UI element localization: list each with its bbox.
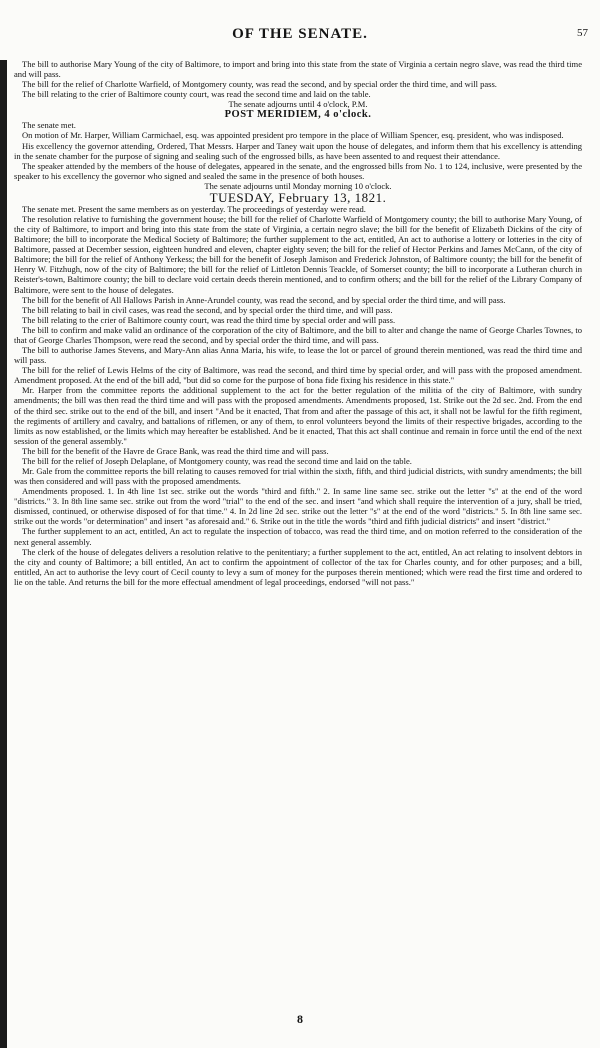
signature-mark: 8 [297, 1012, 303, 1026]
binding-edge [0, 60, 7, 1048]
paragraph: The bill for the relief of Lewis Helms of the city of Baltimore, was read the second, and third time by special order, and will pass with the proposed amendment. Amendment proposed. At the end of the bill add, "but did so come for the purpose of bona fide fixing his residence in this state." [14, 365, 582, 386]
paragraph: Amendments proposed. 1. In 4th line 1st sec. strike out the words "third and fifth." 2. In same line same sec. strike out the letter "s" at the end of the word "districts." 3. In 8th line same sec. strike out from the word "trial" to the end of the sec. and insert "and which shall require the intervention of a jury, shall be tried, dismissed, continued, or otherwise disposed of for that time." 4. In 2d line 2d sec. strike out the letter "s" at the end of the word "districts." 5. In 8th line same sec. strike out the words "or determination" and insert "as aforesaid and." 6. Strike out in the title the words "third and fifth judicial districts" and insert "district." [14, 486, 582, 527]
afternoon-proceedings [14, 120, 582, 180]
page-header [0, 26, 600, 48]
paragraph: The senate met. Present the same members as on yesterday. The proceedings of yesterday were read. [22, 203, 366, 214]
paragraph: The bill to authorise Mary Young of the city of Baltimore, to import and bring into this state from the state of Virginia a certain negro slave, was read the third time and will pass. [14, 59, 582, 80]
paragraph: The bill to confirm and make valid an ordinance of the corporation of the city of Baltimore, and the bill to alter and change the name of George Charles Townes, to that of George Charles Thompson, were read the second, and by special order the third time, and will pass. [14, 324, 582, 345]
adjournment-notice: The senate adjourns until Monday morning 10 o'clock. [204, 180, 392, 191]
paragraph: The bill for the benefit of All Hallows Parish in Anne-Arundel county, was read the second, and by special order the third time, and will pass. [22, 294, 506, 305]
date-heading: TUESDAY, February 13, 1821. [209, 189, 387, 205]
paragraph: The bill for the relief of Charlotte Warfield, of Montgomery county, was read the second, and by special order the third time, and will pass. [22, 79, 497, 90]
session-heading: POST MERIDIEM, 4 o'clock. [224, 109, 372, 121]
paragraph: The bill relating to the crier of Baltimore county court, was read the second time and laid on the table. [22, 89, 371, 100]
paragraph: Mr. Harper from the committee reports the additional supplement to the act for the better regulation of the militia of the city of Baltimore, with sundry amendments; the bill was then read the third time and will pass with the proposed amendments. Amendments proposed, 1st. Strike out the 2d sec. 2nd. From the end of the third sec. strike out to the end of the bill, and insert "And be it enacted, That from and after the passage of this act, it shall not be lawful for the fifth regiment, the regiments of artillery and cavalry, and battalions of riflemen, or any of them, to enrol volunteers beyond the limits of their respective brigades, according to the limits as now established, or the limits which may hereafter be established. And be it enacted, That this act shall continue and remain in force until the end of the next session of the general assembly." [14, 385, 582, 446]
paragraph: The senate met. [22, 120, 76, 131]
running-title: OF THE SENATE. [232, 26, 368, 42]
paragraph: The further supplement to an act, entitled, An act to regulate the inspection of tobacco, was read the third time, and on motion referred to the consideration of the next general assembly. [14, 526, 582, 547]
paragraph: The bill relating to bail in civil cases, was read the second, and by special order the third time, and will pass. [22, 304, 393, 315]
paragraph: The bill to authorise James Stevens, and Mary-Ann alias Anna Maria, his wife, to lease the lot or parcel of ground therein mentioned, was read the third time and will pass. [14, 345, 582, 366]
paragraph: The speaker attended by the members of the house of delegates, appeared in the senate, and the engrossed bills from No. 1 to 124, inclusive, were presented by the speaker to his excellency the governor who signed and sealed the same in the presence of both houses. [14, 160, 582, 181]
paragraph: The bill for the benefit of the Havre de Grace Bank, was read the third time and will pass. [22, 445, 329, 456]
paragraph: On motion of Mr. Harper, William Carmichael, esq. was appointed president pro tempore in the place of William Spencer, esq. president, who was indisposed. [22, 130, 564, 141]
page-number: 57 [577, 27, 588, 39]
paragraph: Mr. Gale from the committee reports the bill relating to causes removed for trial within the sixth, fifth, and third judicial districts, with sundry amendments; the bill was then considered and will pass with the proposed amendments. [14, 465, 582, 487]
tuesday-proceedings [14, 204, 582, 587]
paragraph: The resolution relative to furnishing the government house; the bill for the relief of Charlotte Warfield of Montgomery county; the bill to authorise Mary Young, of the city of Baltimore, to import and bring into this state from the state of Virginia, a certain negro slave; the bill for the benefit of Elizabeth Dickins of the city of Baltimore; the bill to incorporate the Medical Society of Baltimore; the further supplement to the act, entitled, An act to authorise a lottery or lotteries in the city of Baltimore, passed at December session, eighteen hundred and eleven, chapter eighty seven; the bill for the relief of Hector Perkins and James McCann, of the city of Baltimore; the bill for the relief of Anthony Yerkess; the bill for the benefit of Joseph Jamison and Frederick Johnston, of Baltimore county; the bill for the benefit of Henry W. Fitzhugh, now of the city of Baltimore; the bill for the relief of Littleton Dennis Teackle, of Somerset county; the bill to incorporate a Lutheran church in Reister's-town, Baltimore county; the bill to declare void certain deeds therein mentioned, and to confirm others; and the bill for the relief of the Library Company of Baltimore, were sent to the house of delegates. [14, 214, 582, 295]
paragraph: The bill relating to the crier of Baltimore county court, was read the third time by special order and will pass. [22, 314, 396, 325]
paragraph: His excellency the governor attending, Ordered, That Messrs. Harper and Taney wait upon the house of delegates, and inform them that his excellency is attending in the senate chamber for the purpose of signing and sealing such of the engrossed bills, as have been assented to and request their attendance. [14, 140, 582, 161]
adjournment-notice: The senate adjourns until 4 o'clock, P.M. [228, 99, 368, 110]
morning-proceedings [14, 59, 582, 99]
journal-body [14, 59, 582, 587]
paragraph: The clerk of the house of delegates delivers a resolution relative to the penitentiary; a further supplement to the act, entitled, An act relating to insolvent debtors in the city and county of Baltimore; a bill entitled, An act to confirm the appointment of collector of the tax for Charles county, and for other purposes; and a bill, entitled, An act to authorise the levy court of Cecil county to levy a sum of money for the purposes therein mentioned; which were read the first time and ordered to lie on the table. And returns the bill for the more effectual amendment of legal proceedings, endorsed "will not pass." [14, 546, 582, 587]
paragraph: The bill for the relief of Joseph Delaplane, of Montgomery county, was read the second time and laid on the table. [22, 455, 412, 466]
